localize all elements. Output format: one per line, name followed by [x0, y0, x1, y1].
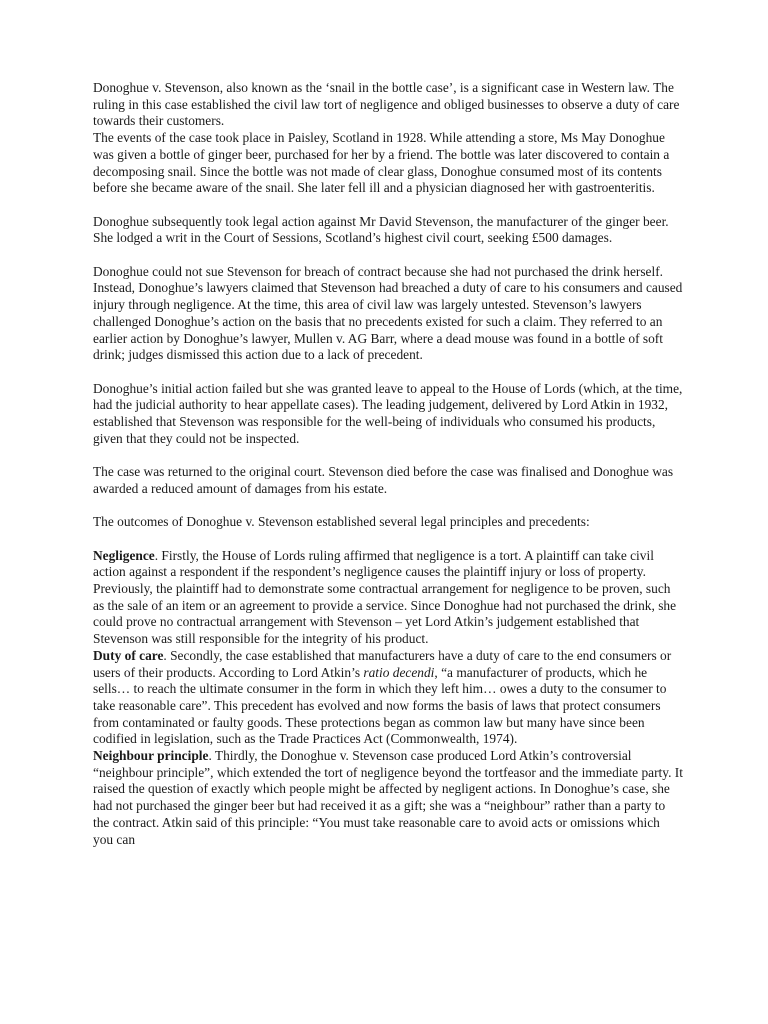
paragraph-principles-intro: The outcomes of Donoghue v. Stevenson established several legal principles and precedents: — [93, 514, 590, 530]
paragraph-legal-action: Donoghue subsequently took legal action against Mr David Stevenson, the manufacturer of the ginger beer. She lodged a writ in the Court of Sessions, Scotland’s highest civil court, seeking £500 damages. — [93, 213, 669, 246]
term-duty-of-care: Duty of care — [93, 647, 164, 663]
principle-duty-of-care — [93, 648, 683, 748]
paragraph-appeal: Donoghue’s initial action failed but she was granted leave to appeal to the House of Lords (which, at the time, had the judicial authority to hear appellate cases). The leading judgement, delivered by Lord Atkin in 1932, established that Stevenson was responsible for the well-being of individuals who consumed his products, given that they could not be inspected. — [93, 380, 683, 446]
term-neighbour-principle: Neighbour principle — [93, 748, 209, 764]
principle-negligence-text: . Firstly, the House of Lords ruling affirmed that negligence is a tort. A plaintiff can take civil action against a respondent if the respondent’s negligence causes the plaintiff injury or loss of property. Previously, the plaintiff had to demonstrate some contractual arrangement for negligence to be proven, such as the sale of an item or an agreement to provide a service. Since Donoghue had not purchased the drink, she could prove no contractual arrangement with Stevenson – yet Lord Atkin’s judgement established that Stevenson was still responsible for the integrity of his product. — [93, 547, 677, 647]
principle-duty-text-before: . Secondly, the case established that manufacturers have a duty of care to the end consumers or users of their products. According to Lord Atkin’s — [93, 647, 672, 680]
principle-neighbour-text: . Thirdly, the Donoghue v. Stevenson case produced Lord Atkin’s controversial “neighbour principle”, which extended the tort of negligence beyond the tortfeasor and the immediate party. It raised the question of exactly which people might be affected by negligent actions. In Donoghue’s case, she had not purchased the ginger beer but had received it as a gift; she was a “neighbour” rather than a party to the contract. Atkin said of this principle: “You must take reasonable care to avoid acts or omissions which you can — [93, 748, 683, 847]
principle-negligence — [93, 548, 683, 648]
ratio-decendi-italic: ratio decendi — [363, 664, 435, 680]
principle-duty-text-after: , “a manufacturer of products, which he sells… to reach the ultimate consumer in the form in which they left him… owes a duty to the consumer to take reasonable care”. This precedent has evolved and now forms the basis of laws that protect consumers from contaminated or faulty goods. These protections began as common law but many have since been codified in legislation, such as the Trade Practices Act (Commonwealth, 1974). — [93, 664, 667, 747]
term-negligence: Negligence — [93, 547, 155, 563]
principle-neighbour — [93, 748, 683, 848]
paragraph-intro: Donoghue v. Stevenson, also known as the ‘snail in the bottle case’, is a significant case in Western law. The ruling in this case established the civil law tort of negligence and obliged businesses to observe a duty of care towards their customers. — [93, 80, 680, 129]
paragraph-outcome: The case was returned to the original court. Stevenson died before the case was finalised and Donoghue was awarded a reduced amount of damages from his estate. — [93, 464, 674, 496]
document-page — [93, 80, 683, 848]
paragraph-breach: Donoghue could not sue Stevenson for breach of contract because she had not purchased the drink herself. Instead, Donoghue’s lawyers claimed that Stevenson had breached a duty of care to his consumers and caused injury through negligence. At the time, this area of civil law was largely untested. Stevenson’s lawyers challenged Donoghue’s action on the basis that no precedents existed for such a claim. They referred to an earlier action by Donoghue’s lawyer, Mullen v. AG Barr, where a dead mouse was found in a bottle of soft drink; judges dismissed this action due to a lack of precedent. — [93, 263, 683, 363]
paragraph-events: The events of the case took place in Paisley, Scotland in 1928. While attending a store, Ms May Donoghue was given a bottle of ginger beer, purchased for her by a friend. The bottle was later discovered to contain a decomposing snail. Since the bottle was not made of clear glass, Donoghue consumed most of its contents before she became aware of the snail. She later fell ill and a physician diagnosed her with gastroenteritis. — [93, 130, 670, 196]
